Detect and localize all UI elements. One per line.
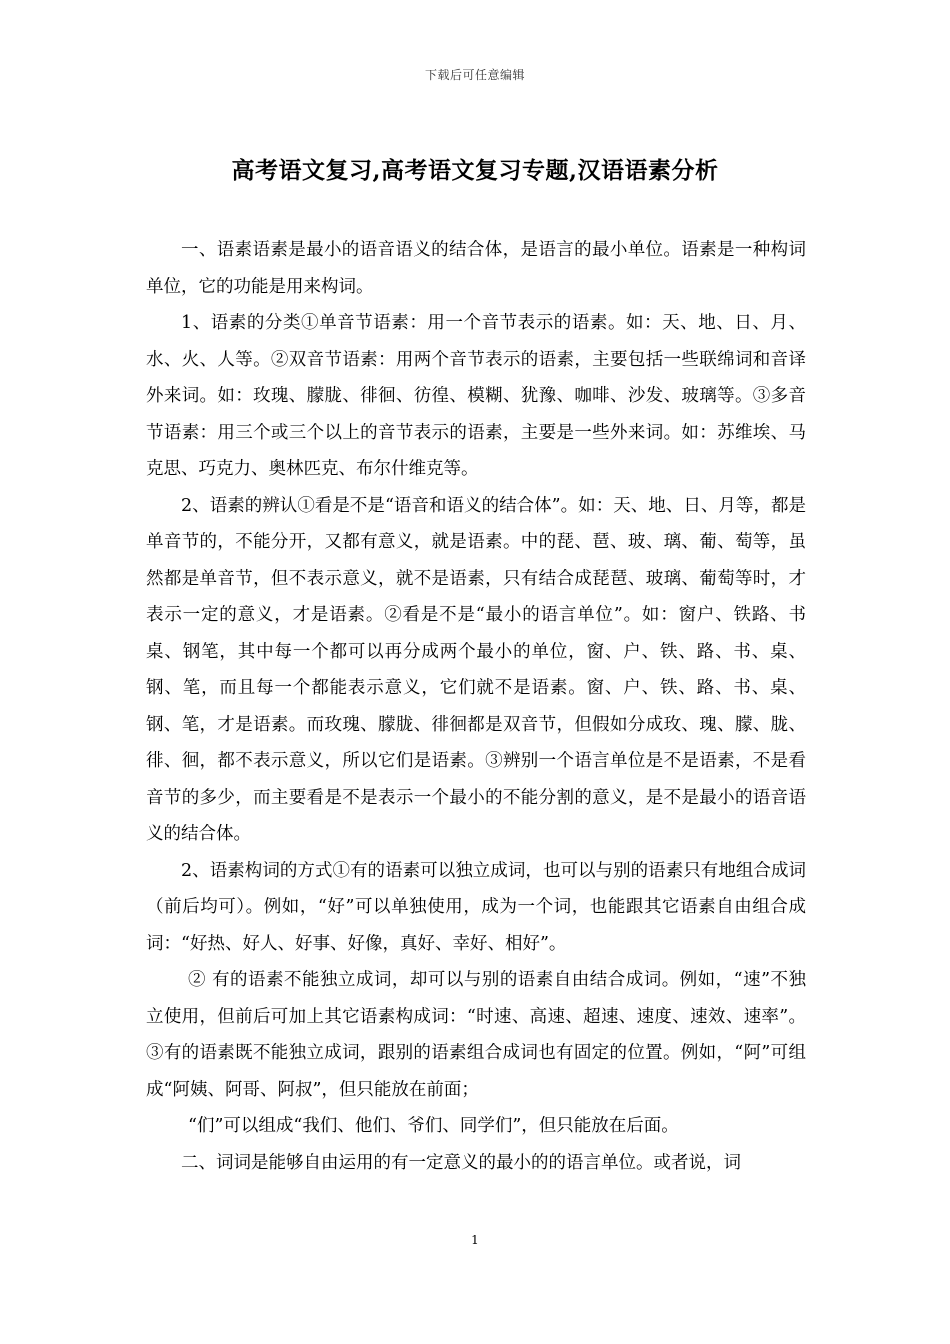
paragraph-morpheme-identification: 2、语素的辨认①看是不是“语音和语义的结合体”。如：天、地、日、月等，都是单音节的，不能分开，又都有意义，就是语素。中的琵、琶、玻、璃、葡、萄等，虽然都是单音节，但不表示意义，就不是语素，只有结合成琵琶、玻璃、葡萄等时，才表示一定的意义，才是语素。②看是不是“最小的语言单位”。如：窗户、铁路、书桌、钢笔，其中每一个都可以再分成两个最小的单位，窗、户、铁、路、书、桌、钢、笔，而且每一个都能表示意义，它们就不是语素。窗、户、铁、路、书、桌、钢、笔，才是语素。而玫瑰、朦胧、徘徊都是双音节，但假如分成玫、瑰、朦、胧、徘、徊，都不表示意义，所以它们是语素。③辨别一个语言单位是不是语素，不是看音节的多少，而主要看是不是表示一个最小的不能分割的意义，是不是最小的语音语义的结合体。 — [146, 495, 806, 844]
document-title: 高考语文复习,高考语文复习专题,汉语语素分析 — [231, 157, 719, 184]
header-note: 下载后可任意编辑 — [424, 68, 525, 82]
paragraph-word-formation-1: 2、语素构词的方式①有的语素可以独立成词，也可以与别的语素只有地组合成词（前后均可）。例如，“好”可以单独使用，成为一个词，也能跟其它语素自由组合成词：“好热、好人、好事、好像，真好、幸好、相好”。 — [146, 860, 806, 954]
paragraph-morpheme-definition: 一、语素语素是最小的语音语义的结合体，是语言的最小单位。语素是一种构词单位，它的功能是用来构词。 — [146, 240, 806, 297]
paragraph-morpheme-classification: 1、语素的分类①单音节语素：用一个音节表示的语素。如：天、地、日、月、水、火、人等。②双音节语素：用两个音节表示的语素，主要包括一些联绵词和音译外来词。如：玫瑰、朦胧、徘徊、彷徨、模糊、犹豫、咖啡、沙发、玻璃等。③多音节语素：用三个或三个以上的音节表示的语素，主要是一些外来词。如：苏维埃、马克思、巧克力、奥林匹克、布尔什维克等。 — [146, 313, 806, 479]
paragraph-word-definition: 二、词词是能够自由运用的有一定意义的最小的的语言单位。或者说，词 — [181, 1152, 741, 1173]
paragraph-word-formation-3: “们”可以组成“我们、他们、爷们、同学们”，但只能放在后面。 — [188, 1116, 679, 1136]
page-number: 1 — [471, 1233, 479, 1247]
document-body — [146, 232, 806, 1181]
paragraph-word-formation-2: ② 有的语素不能独立成词，却可以与别的语素自由结合成词。例如，“速”不独立使用，但前后可加上其它语素构成词：“时速、高速、超速、速度、速效、速率”。③有的语素既不能独立成词，跟别的语素组合成词也有固定的位置。例如，“阿”可组成“阿姨、阿哥、阿叔”，但只能放在前面； — [146, 970, 806, 1100]
